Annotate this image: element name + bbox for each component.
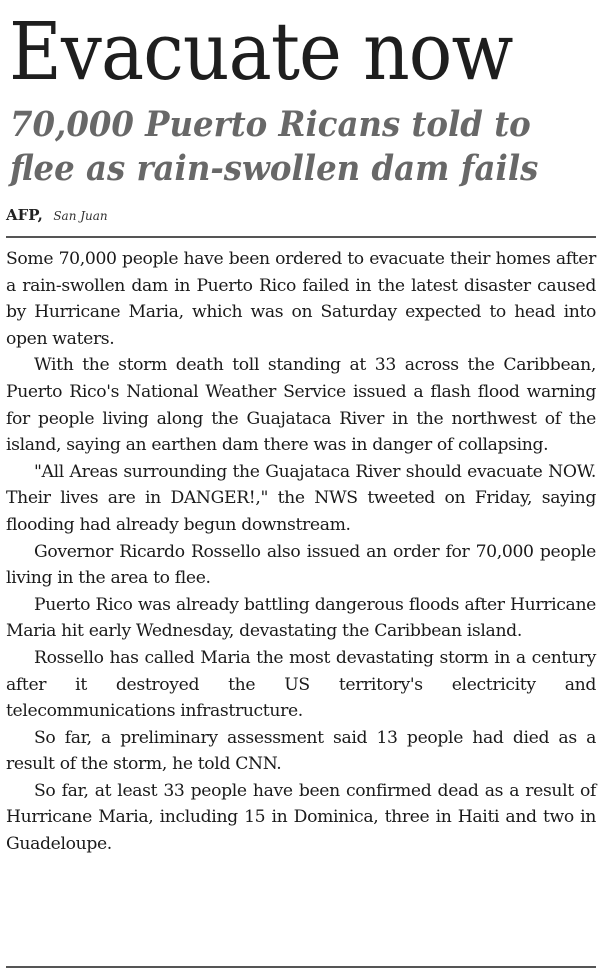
byline bbox=[6, 205, 108, 226]
subheadline-line-1: 70,000 Puerto Ricans told to bbox=[10, 104, 531, 145]
headline: Evacuate now bbox=[9, 5, 513, 98]
top-divider bbox=[6, 236, 596, 238]
bottom-divider bbox=[6, 966, 596, 968]
paragraph-6: Rossello has called Maria the most devastating storm in a century after it destroyed the US territory's electricity and telecommunications infrastructure. bbox=[6, 647, 596, 722]
subheadline-line-2: flee as rain-swollen dam fails bbox=[10, 148, 539, 189]
article-body bbox=[6, 246, 596, 858]
byline-agency: AFP, bbox=[6, 206, 43, 224]
paragraph-3: "All Areas surrounding the Guajataca River should evacuate NOW. Their lives are in DANGER!," the NWS tweeted on Friday, saying flooding had already begun downstream. bbox=[6, 461, 596, 535]
paragraph-1: Some 70,000 people have been ordered to evacuate their homes after a rain-swollen dam in Puerto Rico failed in the latest disaster caused by Hurricane Maria, which was on Saturday expected to head into open waters. bbox=[6, 249, 596, 349]
paragraph-2: With the storm death toll standing at 33 across the Caribbean, Puerto Rico's National Weather Service issued a flash flood warning for people living along the Guajataca River in the northwest of the island, saying an earthen dam there was in danger of collapsing. bbox=[6, 355, 596, 456]
paragraph-8: So far, at least 33 people have been confirmed dead as a result of Hurricane Maria, including 15 in Dominica, three in Haiti and two in Guadeloupe. bbox=[6, 780, 596, 855]
paragraph-7: So far, a preliminary assessment said 13 people had died as a result of the storm, he told CNN. bbox=[6, 727, 596, 775]
paragraph-4: Governor Ricardo Rossello also issued an order for 70,000 people living in the area to flee. bbox=[6, 541, 596, 589]
byline-dateline: San Juan bbox=[53, 209, 108, 223]
subheadline bbox=[10, 103, 584, 191]
paragraph-5: Puerto Rico was already battling dangerous floods after Hurricane Maria hit early Wednesday, devastating the Caribbean island. bbox=[6, 594, 596, 642]
